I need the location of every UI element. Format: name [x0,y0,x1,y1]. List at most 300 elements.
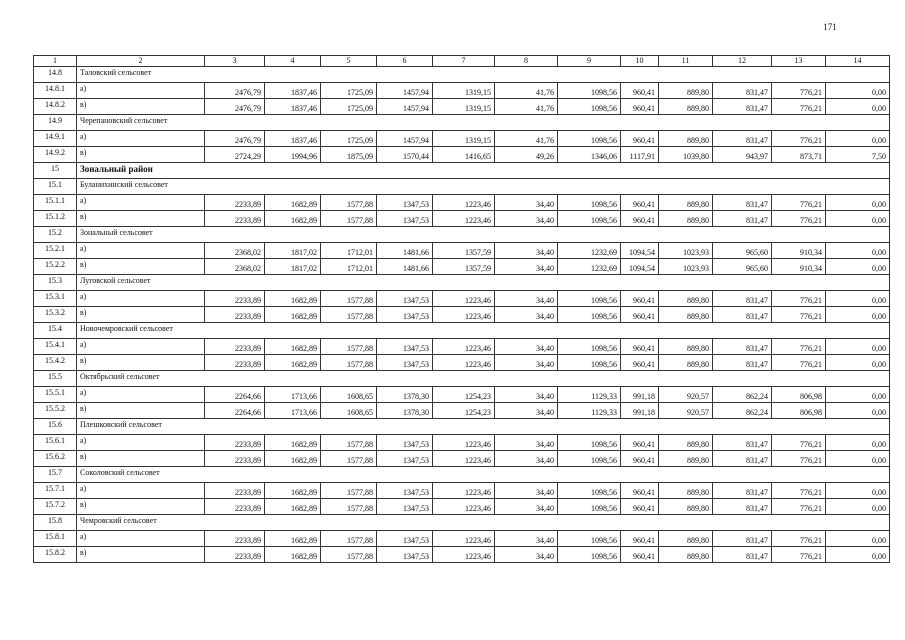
value-cell: 776,21 [772,451,826,467]
value-cell: 960,41 [621,499,659,515]
value-cell: 1577,88 [321,211,377,227]
value-cell: 1713,66 [265,387,321,403]
value-cell: 831,47 [713,291,772,307]
value-cell: 1357,59 [433,243,495,259]
value-cell: 7,50 [826,147,890,163]
table-row [34,387,890,403]
value-cell: 1457,94 [377,83,433,99]
item-variant: в) [77,499,205,515]
section-header-row [34,371,890,387]
value-cell: 960,41 [621,451,659,467]
value-cell: 34,40 [495,195,558,211]
value-cell: 1994,96 [265,147,321,163]
value-cell: 1682,89 [265,307,321,323]
value-cell: 1416,65 [433,147,495,163]
table-row [34,435,890,451]
value-cell: 34,40 [495,307,558,323]
item-code: 15.1.1 [34,195,77,211]
value-cell: 960,41 [621,307,659,323]
value-cell: 910,34 [772,259,826,275]
value-cell: 1608,65 [321,403,377,419]
value-cell: 1682,89 [265,211,321,227]
value-cell: 1347,53 [377,195,433,211]
value-cell: 1682,89 [265,435,321,451]
section-code: 14.8 [34,67,77,83]
value-cell: 776,21 [772,547,826,563]
value-cell: 1817,02 [265,259,321,275]
item-code: 15.2.2 [34,259,77,275]
value-cell: 889,80 [659,483,713,499]
section-header-row [34,115,890,131]
value-cell: 1357,59 [433,259,495,275]
value-cell: 831,47 [713,547,772,563]
item-code: 15.8.1 [34,531,77,547]
value-cell: 2233,89 [205,211,265,227]
value-cell: 1682,89 [265,531,321,547]
value-cell: 1577,88 [321,499,377,515]
value-cell: 889,80 [659,499,713,515]
value-cell: 831,47 [713,131,772,147]
value-cell: 2233,89 [205,307,265,323]
value-cell: 0,00 [826,547,890,563]
value-cell: 1457,94 [377,131,433,147]
value-cell: 920,57 [659,387,713,403]
table-row [34,211,890,227]
value-cell: 1682,89 [265,451,321,467]
value-cell: 34,40 [495,547,558,563]
value-cell: 1682,89 [265,339,321,355]
value-cell: 34,40 [495,499,558,515]
value-cell: 1117,91 [621,147,659,163]
value-cell: 0,00 [826,339,890,355]
item-variant: в) [77,259,205,275]
value-cell: 776,21 [772,83,826,99]
value-cell: 1023,93 [659,259,713,275]
value-cell: 1347,53 [377,531,433,547]
value-cell: 1577,88 [321,547,377,563]
value-cell: 960,41 [621,547,659,563]
section-header-row [34,179,890,195]
value-cell: 1347,53 [377,451,433,467]
value-cell: 2368,02 [205,243,265,259]
value-cell: 889,80 [659,83,713,99]
item-code: 15.5.1 [34,387,77,403]
value-cell: 1713,66 [265,403,321,419]
value-cell: 0,00 [826,195,890,211]
item-code: 15.4.1 [34,339,77,355]
value-cell: 1098,56 [558,339,621,355]
item-variant: в) [77,547,205,563]
value-cell: 34,40 [495,355,558,371]
value-cell: 991,18 [621,387,659,403]
value-cell: 1098,56 [558,531,621,547]
table-row [34,451,890,467]
table-row [34,339,890,355]
value-cell: 1223,46 [433,211,495,227]
value-cell: 965,60 [713,243,772,259]
table-row [34,547,890,563]
value-cell: 1347,53 [377,339,433,355]
value-cell: 34,40 [495,483,558,499]
value-cell: 806,98 [772,387,826,403]
table-body [34,56,890,563]
item-code: 15.4.2 [34,355,77,371]
column-number: 9 [558,56,621,67]
value-cell: 1682,89 [265,547,321,563]
value-cell: 776,21 [772,291,826,307]
column-number: 1 [34,56,77,67]
value-cell: 1682,89 [265,195,321,211]
item-variant: а) [77,339,205,355]
page-number: 171 [823,22,837,32]
value-cell: 34,40 [495,243,558,259]
value-cell: 1346,06 [558,147,621,163]
value-cell: 1347,53 [377,435,433,451]
value-cell: 1232,69 [558,259,621,275]
item-variant: в) [77,355,205,371]
value-cell: 831,47 [713,435,772,451]
table-row [34,483,890,499]
value-cell: 34,40 [495,387,558,403]
value-cell: 831,47 [713,211,772,227]
district-header-row [34,163,890,179]
value-cell: 34,40 [495,211,558,227]
item-variant: в) [77,403,205,419]
value-cell: 960,41 [621,83,659,99]
value-cell: 0,00 [826,307,890,323]
item-code: 14.8.1 [34,83,77,99]
value-cell: 1223,46 [433,355,495,371]
value-cell: 1577,88 [321,195,377,211]
value-cell: 2233,89 [205,355,265,371]
item-variant: а) [77,243,205,259]
section-code: 14.9 [34,115,77,131]
value-cell: 889,80 [659,339,713,355]
tariff-table [33,55,890,563]
value-cell: 1577,88 [321,531,377,547]
column-number: 12 [713,56,772,67]
value-cell: 920,57 [659,403,713,419]
value-cell: 1223,46 [433,483,495,499]
value-cell: 0,00 [826,531,890,547]
value-cell: 2476,79 [205,99,265,115]
value-cell: 889,80 [659,531,713,547]
value-cell: 831,47 [713,499,772,515]
value-cell: 1682,89 [265,483,321,499]
value-cell: 1254,23 [433,403,495,419]
value-cell: 889,80 [659,451,713,467]
value-cell: 943,97 [713,147,772,163]
section-code: 15.7 [34,467,77,483]
column-number: 6 [377,56,433,67]
value-cell: 960,41 [621,355,659,371]
value-cell: 831,47 [713,339,772,355]
value-cell: 1712,01 [321,243,377,259]
value-cell: 1577,88 [321,451,377,467]
column-number: 10 [621,56,659,67]
value-cell: 1378,30 [377,387,433,403]
value-cell: 1347,53 [377,483,433,499]
value-cell: 34,40 [495,451,558,467]
value-cell: 1577,88 [321,355,377,371]
value-cell: 1098,56 [558,483,621,499]
value-cell: 1457,94 [377,99,433,115]
value-cell: 2476,79 [205,83,265,99]
value-cell: 831,47 [713,99,772,115]
value-cell: 1875,09 [321,147,377,163]
value-cell: 1682,89 [265,499,321,515]
value-cell: 1319,15 [433,131,495,147]
column-number: 14 [826,56,890,67]
value-cell: 960,41 [621,435,659,451]
value-cell: 1347,53 [377,291,433,307]
item-code: 15.3.2 [34,307,77,323]
value-cell: 2233,89 [205,483,265,499]
value-cell: 0,00 [826,499,890,515]
item-code: 15.2.1 [34,243,77,259]
column-number: 7 [433,56,495,67]
value-cell: 1481,66 [377,243,433,259]
value-cell: 2233,89 [205,547,265,563]
value-cell: 0,00 [826,131,890,147]
value-cell: 960,41 [621,483,659,499]
district-name: Зональный район [77,163,890,179]
value-cell: 1223,46 [433,339,495,355]
item-variant: а) [77,195,205,211]
value-cell: 1098,56 [558,99,621,115]
value-cell: 34,40 [495,291,558,307]
section-name: Чемровский сельсовет [77,515,890,531]
value-cell: 776,21 [772,483,826,499]
column-number: 13 [772,56,826,67]
value-cell: 2476,79 [205,131,265,147]
value-cell: 2724,29 [205,147,265,163]
table-row [34,307,890,323]
item-variant: а) [77,483,205,499]
section-code: 15 [34,163,77,179]
value-cell: 1682,89 [265,291,321,307]
value-cell: 831,47 [713,531,772,547]
value-cell: 2233,89 [205,339,265,355]
value-cell: 1094,54 [621,243,659,259]
value-cell: 1347,53 [377,211,433,227]
item-code: 15.8.2 [34,547,77,563]
table-row [34,355,890,371]
table-row [34,195,890,211]
section-header-row [34,419,890,435]
value-cell: 960,41 [621,195,659,211]
item-code: 15.1.2 [34,211,77,227]
value-cell: 1129,33 [558,403,621,419]
value-cell: 0,00 [826,387,890,403]
column-number: 11 [659,56,713,67]
section-name: Буланихинский сельсовет [77,179,890,195]
item-code: 15.3.1 [34,291,77,307]
value-cell: 34,40 [495,339,558,355]
value-cell: 1837,46 [265,131,321,147]
value-cell: 831,47 [713,307,772,323]
value-cell: 1577,88 [321,483,377,499]
value-cell: 889,80 [659,211,713,227]
value-cell: 1378,30 [377,403,433,419]
value-cell: 806,98 [772,403,826,419]
value-cell: 776,21 [772,499,826,515]
value-cell: 910,34 [772,243,826,259]
section-header-row [34,467,890,483]
value-cell: 1098,56 [558,83,621,99]
item-variant: в) [77,307,205,323]
item-code: 14.9.2 [34,147,77,163]
value-cell: 1319,15 [433,99,495,115]
item-variant: в) [77,99,205,115]
value-cell: 889,80 [659,307,713,323]
value-cell: 776,21 [772,99,826,115]
value-cell: 960,41 [621,531,659,547]
item-code: 15.7.1 [34,483,77,499]
item-variant: в) [77,211,205,227]
value-cell: 862,24 [713,403,772,419]
value-cell: 0,00 [826,259,890,275]
section-code: 15.3 [34,275,77,291]
value-cell: 776,21 [772,355,826,371]
item-code: 14.9.1 [34,131,77,147]
value-cell: 1682,89 [265,355,321,371]
value-cell: 776,21 [772,211,826,227]
value-cell: 862,24 [713,387,772,403]
value-cell: 1098,56 [558,131,621,147]
value-cell: 831,47 [713,195,772,211]
value-cell: 2264,66 [205,403,265,419]
section-code: 15.6 [34,419,77,435]
value-cell: 1481,66 [377,259,433,275]
section-name: Плешковский сельсовет [77,419,890,435]
value-cell: 1223,46 [433,499,495,515]
section-name: Соколовский сельсовет [77,467,890,483]
value-cell: 1129,33 [558,387,621,403]
section-name: Черепановский сельсовет [77,115,890,131]
value-cell: 1223,46 [433,195,495,211]
table-row [34,291,890,307]
value-cell: 1098,56 [558,499,621,515]
value-cell: 1837,46 [265,83,321,99]
value-cell: 1223,46 [433,435,495,451]
value-cell: 1223,46 [433,531,495,547]
value-cell: 49,26 [495,147,558,163]
value-cell: 0,00 [826,435,890,451]
item-code: 15.6.1 [34,435,77,451]
table-row [34,131,890,147]
value-cell: 889,80 [659,131,713,147]
value-cell: 1347,53 [377,547,433,563]
value-cell: 0,00 [826,291,890,307]
value-cell: 873,71 [772,147,826,163]
value-cell: 0,00 [826,355,890,371]
value-cell: 1098,56 [558,355,621,371]
value-cell: 960,41 [621,211,659,227]
item-variant: а) [77,291,205,307]
item-code: 15.7.2 [34,499,77,515]
item-variant: а) [77,435,205,451]
value-cell: 41,76 [495,99,558,115]
section-name: Луговской сельсовет [77,275,890,291]
column-number-row [34,56,890,67]
value-cell: 2264,66 [205,387,265,403]
item-variant: а) [77,531,205,547]
value-cell: 960,41 [621,291,659,307]
value-cell: 1098,56 [558,451,621,467]
value-cell: 831,47 [713,451,772,467]
value-cell: 34,40 [495,531,558,547]
column-number: 3 [205,56,265,67]
value-cell: 960,41 [621,99,659,115]
section-code: 15.1 [34,179,77,195]
value-cell: 831,47 [713,355,772,371]
value-cell: 1577,88 [321,307,377,323]
column-number: 4 [265,56,321,67]
value-cell: 889,80 [659,355,713,371]
value-cell: 889,80 [659,291,713,307]
value-cell: 776,21 [772,531,826,547]
section-name: Новочемровский сельсовет [77,323,890,339]
table-row [34,147,890,163]
item-variant: а) [77,83,205,99]
section-header-row [34,67,890,83]
value-cell: 41,76 [495,131,558,147]
value-cell: 1098,56 [558,211,621,227]
value-cell: 0,00 [826,83,890,99]
value-cell: 1608,65 [321,387,377,403]
value-cell: 0,00 [826,211,890,227]
table-row [34,99,890,115]
value-cell: 1577,88 [321,339,377,355]
value-cell: 831,47 [713,483,772,499]
value-cell: 1023,93 [659,243,713,259]
value-cell: 960,41 [621,131,659,147]
value-cell: 776,21 [772,195,826,211]
section-name: Октябрьский сельсовет [77,371,890,387]
value-cell: 1098,56 [558,291,621,307]
value-cell: 0,00 [826,99,890,115]
value-cell: 889,80 [659,195,713,211]
value-cell: 2233,89 [205,531,265,547]
value-cell: 1223,46 [433,307,495,323]
value-cell: 889,80 [659,547,713,563]
value-cell: 1725,09 [321,99,377,115]
value-cell: 991,18 [621,403,659,419]
table-row [34,243,890,259]
value-cell: 2233,89 [205,435,265,451]
section-header-row [34,227,890,243]
value-cell: 1712,01 [321,259,377,275]
value-cell: 1817,02 [265,243,321,259]
value-cell: 1577,88 [321,291,377,307]
column-number: 2 [77,56,205,67]
value-cell: 34,40 [495,435,558,451]
value-cell: 41,76 [495,83,558,99]
table-row [34,499,890,515]
table-row [34,531,890,547]
value-cell: 1254,23 [433,387,495,403]
section-code: 15.4 [34,323,77,339]
value-cell: 1347,53 [377,307,433,323]
value-cell: 1725,09 [321,83,377,99]
item-variant: а) [77,387,205,403]
section-code: 15.8 [34,515,77,531]
section-code: 15.5 [34,371,77,387]
value-cell: 1232,69 [558,243,621,259]
value-cell: 1098,56 [558,547,621,563]
value-cell: 1223,46 [433,547,495,563]
